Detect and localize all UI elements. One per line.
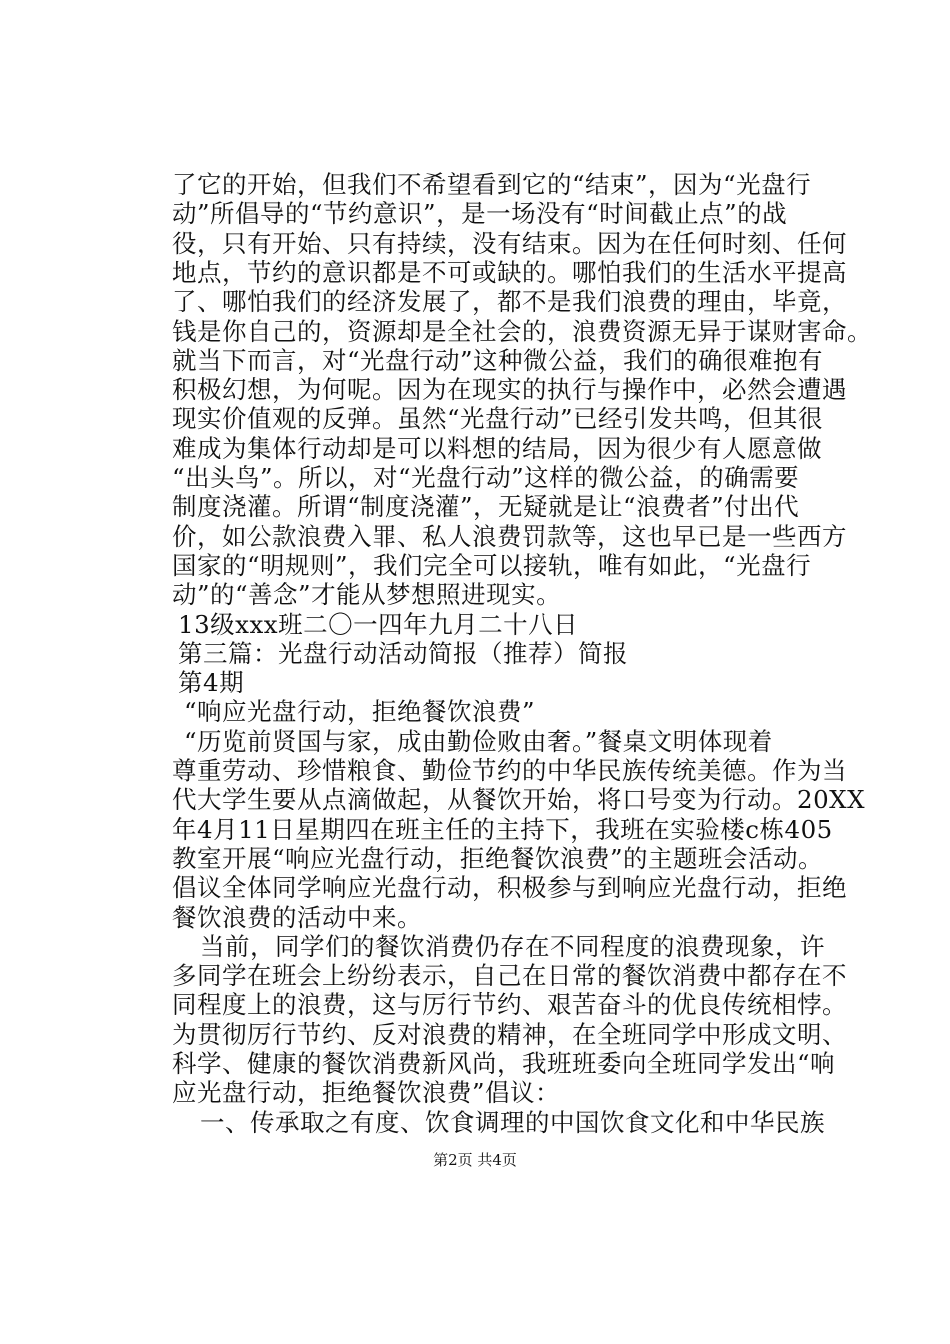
body-text-line: “出头鸟”。所以，对“光盘行动”这样的微公益，的确需要 bbox=[172, 463, 800, 492]
body-text-line: 了、哪怕我们的经济发展了，都不是我们浪费的理由，毕竟， bbox=[172, 287, 847, 316]
body-text-line: 地点，节约的意识都是不可或缺的。哪怕我们的生活水平提高 bbox=[172, 258, 847, 287]
body-text-line: 年4月11日星期四在班主任的主持下，我班在实验楼c栋405 bbox=[172, 815, 833, 844]
body-text-line: 尊重劳动、珍惜粮食、勤俭节约的中华民族传统美德。作为当 bbox=[172, 756, 847, 785]
body-text-line: 役，只有开始、只有持续，没有结束。因为在任何时刻、任何 bbox=[172, 229, 847, 258]
body-text-line: 国家的“明规则”，我们完全可以接轨，唯有如此，“光盘行 bbox=[172, 551, 812, 580]
body-text-line: 现实价值观的反弹。虽然“光盘行动”已经引发共鸣，但其很 bbox=[172, 404, 824, 433]
section-heading: 第三篇：光盘行动活动简报（推荐）简报 bbox=[178, 639, 628, 668]
body-text-line: 餐饮浪费的活动中来。 bbox=[172, 903, 422, 932]
body-text-line: 当前，同学们的餐饮消费仍存在不同程度的浪费现象，许 bbox=[200, 932, 825, 961]
body-text-line: 多同学在班会上纷纷表示，自己在日常的餐饮消费中都存在不 bbox=[172, 961, 847, 990]
body-text-line: 了它的开始，但我们不希望看到它的“结束”，因为“光盘行 bbox=[172, 170, 812, 199]
body-text-line: 教室开展“响应光盘行动，拒绝餐饮浪费”的主题班会活动。 bbox=[172, 844, 824, 873]
body-text-line: 一、传承取之有度、饮食调理的中国饮食文化和中华民族 bbox=[200, 1108, 825, 1137]
body-text-line: “历览前贤国与家，成由勤俭败由奢。”餐桌文明体现着 bbox=[184, 727, 773, 756]
body-text-line: 应光盘行动，拒绝餐饮浪费”倡议： bbox=[172, 1078, 561, 1107]
body-text-line: 价，如公款浪费入罪、私人浪费罚款等，这也早已是一些西方 bbox=[172, 522, 847, 551]
body-text-line: 同程度上的浪费，这与厉行节约、艰苦奋斗的优良传统相悖。 bbox=[172, 990, 847, 1019]
body-text-line: 为贯彻厉行节约、反对浪费的精神，在全班同学中形成文明、 bbox=[172, 1020, 847, 1049]
body-text-line: 难成为集体行动却是可以料想的结局，因为很少有人愿意做 bbox=[172, 434, 822, 463]
body-text-line: 代大学生要从点滴做起，从餐饮开始，将口号变为行动。20XX bbox=[172, 785, 866, 814]
body-text-line: 倡议全体同学响应光盘行动，积极参与到响应光盘行动，拒绝 bbox=[172, 873, 847, 902]
body-text-line: 积极幻想，为何呢。因为在现实的执行与操作中，必然会遭遇 bbox=[172, 375, 847, 404]
body-text-line: 动”的“善念”才能从梦想照进现实。 bbox=[172, 580, 562, 609]
bulletin-title: “响应光盘行动，拒绝餐饮浪费” bbox=[184, 697, 536, 726]
body-text-line: 制度浇灌。所谓“制度浇灌”，无疑就是让“浪费者”付出代 bbox=[172, 492, 800, 521]
page-footer: 第2页 共4页 bbox=[433, 1151, 517, 1169]
body-text-line: 科学、健康的餐饮消费新风尚，我班班委向全班同学发出“响 bbox=[172, 1049, 836, 1078]
body-text-line: 钱是你自己的，资源却是全社会的，浪费资源无异于谋财害命。 bbox=[172, 317, 872, 346]
body-text-line: 动”所倡导的“节约意识”，是一场没有“时间截止点”的战 bbox=[172, 199, 788, 228]
body-text-line: 就当下而言，对“光盘行动”这种微公益，我们的确很难抱有 bbox=[172, 346, 824, 375]
signature-date-line: 13级xxx班二〇一四年九月二十八日 bbox=[178, 610, 579, 639]
issue-number: 第4期 bbox=[178, 668, 245, 697]
